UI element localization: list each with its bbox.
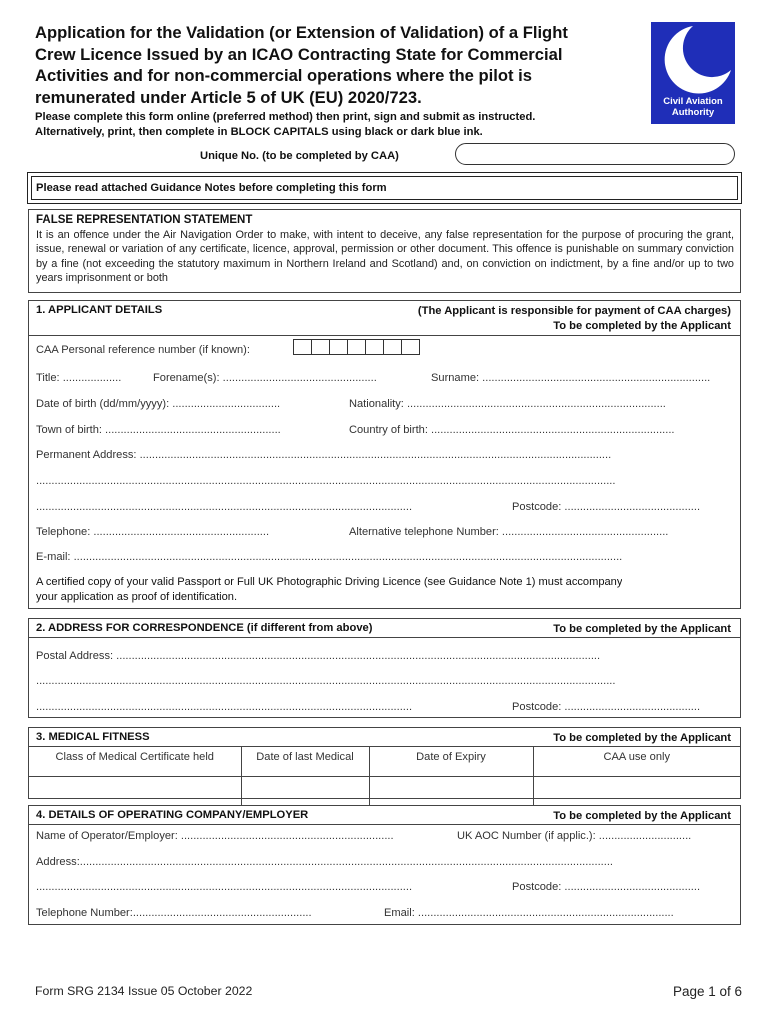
medical-table	[29, 746, 740, 805]
operator-name-field[interactable]: Name of Operator/Employer: .....................................................................	[36, 830, 394, 842]
postal-address-field[interactable]: Postal Address: .............................................................................................................................................................	[36, 650, 601, 662]
postal-address-line-3-field[interactable]: ..........................................................................................................................	[36, 701, 413, 713]
title-line: Application for the Validation (or Extension of Validation) of a Flight	[35, 23, 568, 42]
title-field[interactable]: Title: ...................	[36, 372, 122, 384]
intro-instructions: Please complete this form online (preferred method) then print, sign and submit as instructed. Alternatively, print, then complete in BLOCK CAPITALS using black or dark blue ink.	[35, 111, 536, 138]
employer-email-field[interactable]: Email: ...................................................................................	[384, 907, 674, 919]
section-instruction: To be completed by the Applicant	[553, 732, 731, 744]
last-medical-cell[interactable]	[241, 777, 369, 806]
employer-address-line-2-field[interactable]: ..........................................................................................................................	[36, 881, 413, 893]
form-title	[35, 22, 635, 108]
unique-number-field[interactable]	[455, 143, 735, 165]
guidance-notice	[27, 172, 742, 204]
column-header: Date of Expiry	[369, 746, 533, 777]
address-line-2-field[interactable]: ............................................................................................................................................................................................	[36, 475, 616, 487]
section-instruction: To be completed by the Applicant	[553, 623, 731, 635]
title-line: Activities and for non-commercial operations where the pilot is	[35, 66, 532, 85]
surname-field[interactable]: Surname: ..........................................................................	[431, 372, 711, 384]
section-title: 2. ADDRESS FOR CORRESPONDENCE (if different from above)	[36, 622, 373, 634]
country-of-birth-field[interactable]: Country of birth: ...............................................................................	[349, 424, 675, 436]
employer-postcode-field[interactable]: Postcode: ............................................	[512, 881, 701, 893]
town-of-birth-field[interactable]: Town of birth: .........................................................	[36, 424, 281, 436]
ref-digit-box[interactable]	[293, 339, 312, 355]
title-line: remunerated under Article 5 of UK (EU) 2020/723.	[35, 87, 422, 107]
medical-class-cell[interactable]	[29, 777, 241, 806]
column-header: Date of last Medical	[241, 746, 369, 777]
permanent-address-field[interactable]: Permanent Address: .........................................................................................................................................................	[36, 449, 612, 461]
column-header: CAA use only	[603, 751, 671, 763]
section-operating-company	[28, 805, 741, 925]
caa-reference-label: CAA Personal reference number (if known):	[36, 344, 250, 356]
alt-telephone-field[interactable]: Alternative telephone Number: ......................................................	[349, 526, 669, 538]
section-header	[29, 728, 740, 747]
email-field[interactable]: E-mail: ..................................................................................................................................................................................	[36, 551, 623, 563]
column-header: Class of Medical Certificate held	[29, 746, 241, 777]
ref-digit-box[interactable]	[311, 339, 330, 355]
ref-digit-box[interactable]	[347, 339, 366, 355]
caa-logo	[651, 22, 735, 124]
section-instruction: To be completed by the Applicant	[553, 810, 731, 822]
postal-address-line-2-field[interactable]: ............................................................................................................................................................................................	[36, 675, 616, 687]
section-medical-fitness	[28, 727, 741, 799]
ref-digit-box[interactable]	[365, 339, 384, 355]
false-representation-title: FALSE REPRESENTATION STATEMENT	[36, 214, 253, 226]
forenames-field[interactable]: Forename(s): ..................................................	[153, 372, 377, 384]
nationality-field[interactable]: Nationality: ....................................................................................	[349, 398, 666, 410]
ref-digit-box[interactable]	[329, 339, 348, 355]
section-header	[29, 301, 740, 336]
proof-of-id-note: your application as proof of identification.	[36, 591, 238, 603]
form-reference: Form SRG 2134 Issue 05 October 2022	[35, 984, 253, 998]
expiry-cell[interactable]	[369, 777, 533, 806]
address-line-3-field[interactable]: ..........................................................................................................................	[36, 501, 413, 513]
caa-reference-boxes[interactable]	[293, 339, 419, 355]
dob-field[interactable]: Date of birth (dd/mm/yyyy): ...................................	[36, 398, 281, 410]
page-number: Page 1 of 6	[672, 984, 742, 999]
section-header	[29, 619, 740, 638]
section-title: 4. DETAILS OF OPERATING COMPANY/EMPLOYER	[36, 809, 309, 821]
section-title: 3. MEDICAL FITNESS	[36, 731, 150, 743]
employer-telephone-field[interactable]: Telephone Number:..........................................................	[36, 907, 312, 919]
section-header	[29, 806, 740, 825]
unique-number-label: Unique No. (to be completed by CAA)	[200, 150, 399, 162]
caa-use-cell	[533, 777, 740, 806]
section-title: 1. APPLICANT DETAILS	[36, 304, 163, 316]
ref-digit-box[interactable]	[401, 339, 420, 355]
false-representation-body: It is an offence under the Air Navigation Order to make, with intent to deceive, any false representation for the purpose of procuring the grant, issue, renewal or variation of any certificate, licence, approval, permission or other document. This offence is punishable on summary conviction by a fine (not exceeding the statutory maximum in Northern Ireland and Scotland) and, on conviction on indictment, by a fine and/or up to two years imprisonment or both	[36, 229, 734, 284]
title-line: Crew Licence Issued by an ICAO Contracting State for Commercial	[35, 44, 563, 64]
section-instruction: (The Applicant is responsible for payment of CAA charges) To be completed by the Applicant	[417, 305, 731, 332]
section-correspondence-address	[28, 618, 741, 718]
employer-address-field[interactable]: Address:.............................................................................................................................................................................	[36, 856, 613, 868]
postcode-field[interactable]: Postcode: ............................................	[512, 501, 701, 513]
proof-of-id-note: A certified copy of your valid Passport or Full UK Photographic Driving Licence (see Guidance Note 1) must accompany	[36, 576, 623, 588]
aoc-number-field[interactable]: UK AOC Number (if applic.): ..............................	[457, 830, 692, 842]
telephone-field[interactable]: Telephone: .........................................................	[36, 526, 270, 538]
logo-wordmark: Civil Aviation Authority	[663, 96, 723, 118]
guidance-notice-text: Please read attached Guidance Notes before completing this form	[31, 176, 738, 200]
postal-postcode-field[interactable]: Postcode: ............................................	[512, 701, 701, 713]
false-representation-box	[28, 209, 741, 293]
ref-digit-box[interactable]	[383, 339, 402, 355]
